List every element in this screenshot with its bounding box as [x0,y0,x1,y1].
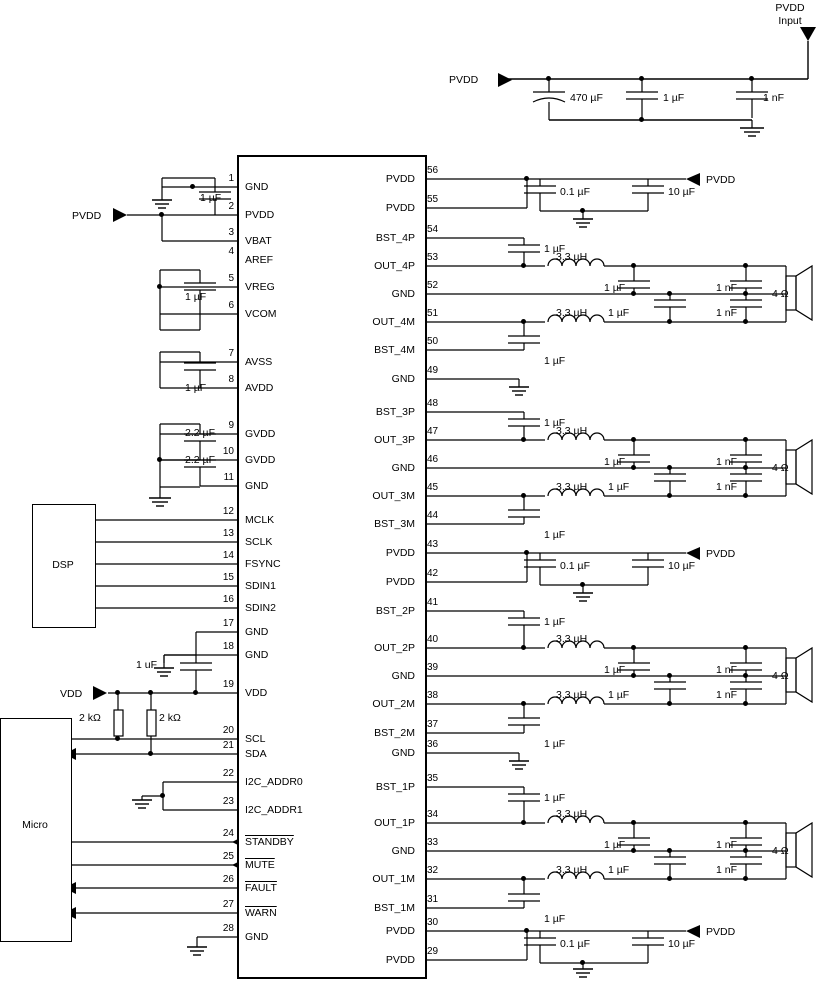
junction-dot [521,645,526,650]
pvdd-input-label-line2: Input [778,15,802,27]
cap-1uf-label: 1 µF [663,92,685,104]
pin-number-20: 20 [222,725,234,736]
pin-name-out_3p-47: OUT_3P [374,434,415,446]
pin-name-out_2p-40: OUT_2P [374,642,415,654]
speaker-load-label-1: 4 Ω [772,462,789,474]
junction-dot [521,820,526,825]
pin-name-avdd-8: AVDD [245,382,274,394]
junction-dot [524,176,529,181]
junction-dot [667,465,672,470]
pin-name-vdd-19: VDD [245,687,268,699]
pin-number-42: 42 [427,568,439,579]
pin-number-26: 26 [222,874,234,885]
pin-name-bst_2m-37: BST_2M [374,727,415,739]
junction-dot [521,319,526,324]
pin-name-bst_1m-31: BST_1M [374,902,415,914]
out-cap-top-2-label-2: 1 nF [716,664,738,676]
decouple-cap-label-1-b: 10 µF [668,560,696,572]
junction-dot [580,960,585,965]
junction-dot [631,820,636,825]
decouple-cap-label-2-b: 10 µF [668,938,696,950]
pin-number-35: 35 [427,773,439,784]
junction-dot [667,493,672,498]
pin-name-out_1p-34: OUT_1P [374,817,415,829]
pin-number-40: 40 [427,634,439,645]
pin-name-out_4p-53: OUT_4P [374,260,415,272]
junction-dot [743,493,748,498]
pin-name-gnd-1: GND [245,181,269,193]
junction-dot [631,291,636,296]
cap-label-vreg: 1 µF [185,291,207,303]
junction-dot [521,876,526,881]
bst-cap-bot-label-3: 1 µF [544,913,566,925]
pin-name-pvdd-43: PVDD [385,547,415,559]
decouple-cap-label-0-a: 0.1 µF [560,186,590,198]
inductor-top-label-3: 3.3 µH [556,808,588,820]
speaker-load-label-2: 4 Ω [772,670,789,682]
decouple-cap-label-1-a: 0.1 µF [560,560,590,572]
pin-number-34: 34 [427,809,439,820]
bst-cap-top-label-3: 1 µF [544,792,566,804]
pin-name-bst_4p-54: BST_4P [375,232,415,244]
junction-dot [521,263,526,268]
pin-number-5: 5 [228,273,234,284]
pin-number-6: 6 [228,300,234,311]
pin-number-39: 39 [427,662,439,673]
pin-name-pvdd-29: PVDD [385,954,415,966]
pin-number-28: 28 [222,923,234,934]
out-cap-bot-1-label-1: 1 µF [608,481,630,493]
pin-name-out_2m-38: OUT_2M [372,698,415,710]
junction-dot [667,848,672,853]
junction-dot [743,319,748,324]
pin-name-bst_2p-41: BST_2P [375,605,415,617]
pin-number-14: 14 [222,550,234,561]
pin-number-33: 33 [427,837,439,848]
pin-number-55: 55 [427,194,439,205]
junction-dot [115,736,120,741]
pin-name-out_1m-32: OUT_1M [372,873,415,885]
pin-name-vcom-6: VCOM [245,308,277,320]
decouple-cap-label-0-b: 10 µF [668,186,696,198]
pin-name-gnd-39: GND [391,670,415,682]
svg-text:VDD: VDD [60,688,83,700]
pin-number-7: 7 [228,348,234,359]
pin-name-bst_4m-50: BST_4M [374,344,415,356]
junction-dot [639,76,644,81]
pin-name-pvdd-42: PVDD [385,576,415,588]
out-cap-top-2-label-0: 1 nF [716,282,738,294]
pin-name-pvdd-30: PVDD [385,925,415,937]
pin-name-gnd-17: GND [245,626,269,638]
inductor-top-label-2: 3.3 µH [556,633,588,645]
out-cap-bot-2-label-0: 1 nF [716,307,738,319]
junction-dot [667,673,672,678]
speaker-load-label-3: 4 Ω [772,845,789,857]
inductor-bot-label-2: 3.3 µH [556,689,588,701]
cap-470uf-label: 470 µF [570,92,603,104]
out-cap-top-1-label-2: 1 µF [604,664,626,676]
pin-name-gnd-28: GND [245,931,269,943]
pin-number-44: 44 [427,510,439,521]
inductor-bot-label-1: 3.3 µH [556,481,588,493]
svg-text:PVDD: PVDD [706,548,736,560]
pin-name-gvdd-10: GVDD [245,454,276,466]
junction-dot [193,690,198,695]
pin-name-vbat-3: VBAT [245,235,272,247]
pin-name-mute-25: MUTE [245,859,275,871]
junction-dot [148,690,153,695]
pin-name-avss-7: AVSS [245,356,273,368]
junction-dot [546,76,551,81]
pin-name-mclk-12: MCLK [245,514,275,526]
junction-dot [580,208,585,213]
junction-dot [743,848,748,853]
junction-dot [743,673,748,678]
pullup-label-2: 2 kΩ [159,712,181,724]
pin-number-22: 22 [222,768,234,779]
junction-dot [667,701,672,706]
junction-dot [743,876,748,881]
pin-number-16: 16 [222,594,234,605]
pin-number-56: 56 [427,165,439,176]
pin-name-i2c_addr1-23: I2C_ADDR1 [245,804,303,816]
bst-cap-top-label-2: 1 µF [544,616,566,628]
pin-number-21: 21 [222,740,234,751]
bst-cap-bot-label-1: 1 µF [544,529,566,541]
pin-number-52: 52 [427,280,439,291]
speaker-load-label-0: 4 Ω [772,288,789,300]
pin-name-gnd-49: GND [391,373,415,385]
pin-number-41: 41 [427,597,439,608]
junction-dot [160,793,165,798]
pin-number-36: 36 [427,739,439,750]
pin-name-gnd-18: GND [245,649,269,661]
out-cap-bot-1-label-2: 1 µF [608,689,630,701]
pin-name-gnd-33: GND [391,845,415,857]
pin-number-51: 51 [427,308,439,319]
pin-name-gnd-36: GND [391,747,415,759]
pin-name-pvdd-2: PVDD [245,209,275,221]
pin-number-8: 8 [228,374,234,385]
pin-number-24: 24 [222,828,234,839]
junction-dot [749,76,754,81]
pin-number-10: 10 [222,446,234,457]
out-cap-top-2-label-3: 1 nF [716,839,738,851]
pin-number-27: 27 [222,899,234,910]
svg-text:PVDD: PVDD [706,926,736,938]
pin-number-53: 53 [427,252,439,263]
pin-name-out_3m-45: OUT_3M [372,490,415,502]
junction-dot [743,263,748,268]
cap-label-avdd: 1 µF [185,382,207,394]
pin-name-bst_1p-35: BST_1P [375,781,415,793]
junction-dot [631,673,636,678]
inductor-bot-label-3: 3.3 µH [556,864,588,876]
pin-number-43: 43 [427,539,439,550]
junction-dot [667,291,672,296]
pin-name-gnd-52: GND [391,288,415,300]
pin-number-54: 54 [427,224,439,235]
pin-name-sdin2-16: SDIN2 [245,602,276,614]
junction-dot [743,465,748,470]
dsp-label: DSP [52,559,74,571]
junction-dot [631,465,636,470]
out-cap-top-1-label-0: 1 µF [604,282,626,294]
junction-dot [524,928,529,933]
svg-text:PVDD: PVDD [706,174,736,186]
pin-name-bst_3m-44: BST_3M [374,518,415,530]
pin-name-pvdd-56: PVDD [385,173,415,185]
bst-cap-bot-label-2: 1 µF [544,738,566,750]
pin-number-19: 19 [222,679,234,690]
bst-cap-bot-label-0: 1 µF [544,355,566,367]
pin-number-3: 3 [228,227,234,238]
pin-number-37: 37 [427,719,439,730]
pin-number-31: 31 [427,894,439,905]
junction-dot [631,437,636,442]
junction-dot [521,701,526,706]
inductor-bot-label-0: 3.3 µH [556,307,588,319]
bst-cap-top-label-0: 1 µF [544,243,566,255]
junction-dot [631,263,636,268]
bst-cap-top-label-1: 1 µF [544,417,566,429]
pin-number-23: 23 [222,796,234,807]
pin-number-49: 49 [427,365,439,376]
junction-dot [743,291,748,296]
pin-number-32: 32 [427,865,439,876]
pin-name-gnd-11: GND [245,480,269,492]
inductor-top-label-1: 3.3 µH [556,425,588,437]
junction-dot [524,550,529,555]
pin-number-17: 17 [222,618,234,629]
pullup-label-1: 2 kΩ [79,712,101,724]
junction-dot [580,582,585,587]
pin-name-bst_3p-48: BST_3P [375,406,415,418]
junction-dot [115,690,120,695]
pin-name-standby-24: STANDBY [245,836,294,848]
pin-number-25: 25 [222,851,234,862]
pin-number-50: 50 [427,336,439,347]
pin-name-aref-4: AREF [245,254,274,266]
decouple-cap-label-2-a: 0.1 µF [560,938,590,950]
pin-number-4: 4 [228,246,234,257]
junction-dot [159,212,164,217]
pin-number-48: 48 [427,398,439,409]
pin-number-29: 29 [427,946,439,957]
cap-label-vdd: 1 uF [136,659,158,671]
pin-number-46: 46 [427,454,439,465]
pin-name-out_4m-51: OUT_4M [372,316,415,328]
pin-number-9: 9 [228,420,234,431]
pin-name-pvdd-55: PVDD [385,202,415,214]
pin-number-47: 47 [427,426,439,437]
out-cap-bot-1-label-3: 1 µF [608,864,630,876]
cap-label-pin1: 1 µF [200,192,222,204]
out-cap-top-1-label-3: 1 µF [604,839,626,851]
cap-label-gvdd-1: 2.2 µF [185,427,215,439]
junction-dot [631,645,636,650]
out-cap-bot-1-label-0: 1 µF [608,307,630,319]
pin-name-vreg-5: VREG [245,281,275,293]
pin-name-fault-26: FAULT [245,882,277,894]
pin-name-warn-27: WARN [245,907,277,919]
cap-label-gvdd-2: 2.2 µF [185,454,215,466]
pin-number-12: 12 [222,506,234,517]
junction-dot [667,876,672,881]
junction-dot [743,645,748,650]
pin-name-scl-20: SCL [245,733,266,745]
pin-number-2: 2 [228,201,234,212]
pin-number-13: 13 [222,528,234,539]
pin-name-i2c_addr0-22: I2C_ADDR0 [245,776,303,788]
pin-number-30: 30 [427,917,439,928]
pin-name-gvdd-9: GVDD [245,428,276,440]
junction-dot [190,184,195,189]
junction-dot [639,117,644,122]
junction-dot [521,437,526,442]
inductor-top-label-0: 3.3 µH [556,251,588,263]
pin-number-15: 15 [222,572,234,583]
out-cap-top-1-label-1: 1 µF [604,456,626,468]
pin-name-sclk-13: SCLK [245,536,273,548]
pin-name-fsync-14: FSYNC [245,558,281,570]
junction-dot [157,457,162,462]
out-cap-top-2-label-1: 1 nF [716,456,738,468]
out-cap-bot-2-label-1: 1 nF [716,481,738,493]
junction-dot [743,820,748,825]
out-cap-bot-2-label-3: 1 nF [716,864,738,876]
svg-text:PVDD: PVDD [449,74,479,86]
junction-dot [148,751,153,756]
svg-text:PVDD: PVDD [72,210,102,222]
pin-name-sdin1-15: SDIN1 [245,580,276,592]
pin-name-gnd-46: GND [391,462,415,474]
pin-number-18: 18 [222,641,234,652]
junction-dot [157,284,162,289]
pin-name-sda-21: SDA [245,748,267,760]
junction-dot [743,437,748,442]
junction-dot [743,701,748,706]
pin-number-1: 1 [228,173,234,184]
pvdd-input-label-line1: PVDD [775,2,805,14]
junction-dot [631,848,636,853]
junction-dot [667,319,672,324]
out-cap-bot-2-label-2: 1 nF [716,689,738,701]
junction-dot [521,493,526,498]
pin-number-38: 38 [427,690,439,701]
micro-label: Micro [22,819,48,831]
pin-number-11: 11 [223,472,234,483]
pin-number-45: 45 [427,482,439,493]
cap-1nf-label: 1 nF [763,92,785,104]
